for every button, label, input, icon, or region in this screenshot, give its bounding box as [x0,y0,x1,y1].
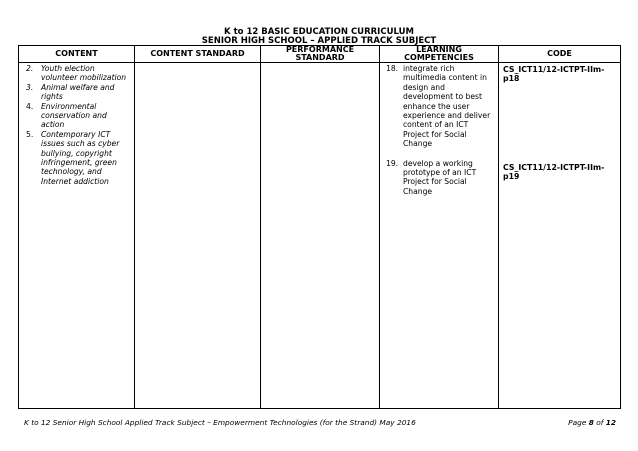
document-subtitle: SENIOR HIGH SCHOOL – APPLIED TRACK SUBJECT [201,36,437,46]
learning-competencies-cell [380,63,499,409]
content-item [21,64,132,83]
content-item [21,83,132,102]
competency-text: integrate rich multimedia content in design and development to best enhance the user experience and deliver content of an ICT Project for Social Change [403,64,491,149]
content-item-text: Environmental conservation and action [41,101,107,130]
column-header-performance-standard: PERFORMANCE STANDARD [261,46,380,63]
content-item-text: Youth election volunteer mobilization [41,64,127,83]
competency-number: 19. [386,158,399,168]
total-pages: 12 [605,418,616,427]
column-header-code: CODE [499,46,621,63]
content-item-number: 3. [26,82,34,92]
code-cell [499,63,621,409]
competency-number: 18. [386,64,399,73]
competency-code: CS_ICT11/12-ICTPT-IIm-p19 [503,162,605,182]
page-number [568,418,616,427]
performance-standard-cell [261,63,380,409]
curriculum-table [18,45,621,409]
footer-document-info: K to 12 Senior High School Applied Track Subject – Empowerment Technologies (for the Strand) May 2016 [24,418,416,427]
current-page: 8 [588,418,594,427]
content-item-text: Contemporary ICT issues such as cyber bullying, copyright infringement, green technology, and Internet addiction [41,129,120,186]
column-header-learning-competencies: LEARNING COMPETENCIES [380,46,499,63]
competency-item [383,159,496,197]
content-item-number: 5. [26,129,34,139]
content-item-number: 2. [26,64,34,73]
table-header-row [19,46,621,63]
competency-code: CS_ICT11/12-ICTPT-IIm-p18 [503,65,605,84]
column-header-content: CONTENT [19,46,135,63]
content-cell [19,63,135,409]
content-item-text: Animal welfare and rights [41,82,115,102]
document-title: K to 12 BASIC EDUCATION CURRICULUM [224,27,414,37]
competency-item [383,64,496,149]
competency-text: develop a working prototype of an ICT Project for Social Change [403,158,477,196]
content-item [21,130,132,186]
content-item-number: 4. [26,101,34,111]
content-standard-cell [135,63,261,409]
content-item [21,102,132,130]
column-header-content-standard: CONTENT STANDARD [135,46,261,63]
page-label: Page [568,418,589,427]
table-row [19,63,621,409]
page-separator: of [593,418,606,427]
